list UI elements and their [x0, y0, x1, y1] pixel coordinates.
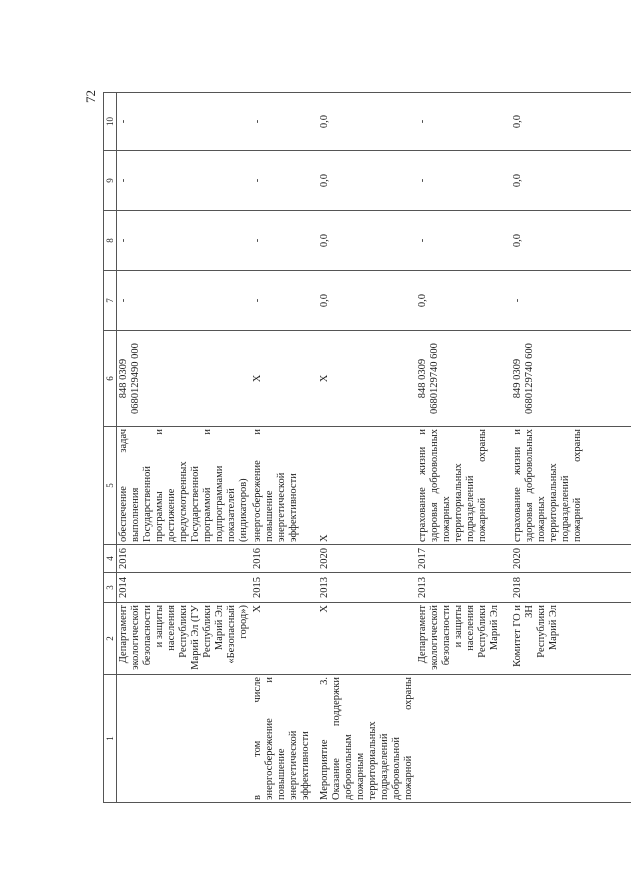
col2-cell — [511, 603, 631, 675]
cell-line: 0,0 — [512, 173, 523, 188]
cell-line: - — [252, 119, 263, 124]
table-row — [416, 93, 511, 803]
col2-cell — [251, 603, 318, 675]
cell-line: страхование жизни и — [417, 429, 428, 542]
cell-line: Департамент — [417, 605, 428, 664]
cell-line: Х — [319, 534, 330, 542]
cell-line: - — [512, 298, 523, 303]
cell-line: 0,0 — [319, 233, 330, 248]
cell-line: программы и — [154, 429, 165, 542]
cell-line: эффективности — [300, 731, 311, 800]
col8-cell — [251, 211, 318, 271]
col7-cell — [416, 271, 511, 331]
cell-line: Государственной — [142, 466, 153, 542]
header-cell: 9 — [104, 151, 117, 211]
cell-line: 0,0 — [512, 233, 523, 248]
col4-cell: 2017 — [416, 545, 511, 573]
col10-cell — [251, 93, 318, 151]
cell-line: пожарной охраны — [572, 429, 583, 542]
col7-cell — [251, 271, 318, 331]
col5-cell — [416, 427, 511, 545]
col8-cell — [416, 211, 511, 271]
col4-cell: 2020 — [318, 545, 416, 573]
col9-cell — [416, 151, 511, 211]
cell-line: Х — [319, 374, 330, 383]
table-row — [318, 93, 416, 803]
cell-line: энергетической — [276, 472, 287, 542]
cell-line: Республики — [536, 605, 547, 658]
cell-line: населения — [465, 605, 476, 651]
header-cell: 4 — [104, 545, 117, 573]
program-table — [103, 92, 631, 803]
cell-line: безопасности — [142, 605, 153, 666]
cell-line: подпрограммами — [214, 465, 225, 542]
cell-line: и защиты — [453, 605, 464, 648]
cell-line: Оказание поддержки добровольным — [331, 677, 354, 800]
cell-line: 0,0 — [319, 173, 330, 188]
cell-line: подразделений добровольной — [379, 733, 402, 800]
col1-cell — [251, 675, 318, 803]
col10-cell — [318, 93, 416, 151]
col7-cell — [511, 271, 631, 331]
cell-line: 848 0309 — [118, 358, 129, 399]
cell-line: «Безопасный — [226, 605, 237, 664]
cell-line: Государственной — [190, 466, 201, 542]
col2-cell — [416, 603, 511, 675]
col3-cell: 2013 — [416, 573, 511, 603]
cell-line: подразделений — [465, 475, 476, 542]
col1-cell — [318, 675, 416, 803]
cell-line: - — [252, 238, 263, 243]
col6-cell — [318, 331, 416, 427]
header-cell: 1 — [104, 675, 117, 803]
cell-line: достижение — [166, 488, 177, 542]
cell-line: экологической — [429, 605, 440, 670]
col3-cell: 2015 — [251, 573, 318, 603]
cell-line: пожарных — [441, 496, 452, 542]
col1-cell — [416, 675, 511, 803]
col3-cell: 2018 — [511, 573, 631, 603]
table-row — [511, 93, 631, 803]
cell-line: Х — [252, 374, 263, 383]
col5-cell — [511, 427, 631, 545]
cell-line: эффективности — [288, 473, 299, 542]
col6-cell — [251, 331, 318, 427]
col1-cell — [117, 675, 252, 803]
cell-line: подразделений — [560, 475, 571, 542]
col8-cell — [318, 211, 416, 271]
cell-line: - — [417, 238, 428, 243]
cell-line: Комитет ГО и ЗН — [512, 605, 535, 667]
col4-cell: 2020 — [511, 545, 631, 573]
cell-line: - — [118, 238, 129, 243]
header-cell: 6 — [104, 331, 117, 427]
cell-line: Марий Эл (ГУ — [190, 605, 201, 670]
cell-line: пожарной охраны — [477, 429, 488, 542]
cell-line: здоровья добровольных — [429, 429, 440, 542]
cell-line: - — [417, 119, 428, 124]
cell-line: Марий Эл — [548, 605, 559, 651]
cell-line: безопасности — [441, 605, 452, 666]
col9-cell — [318, 151, 416, 211]
cell-line: показателей — [226, 488, 237, 542]
col9-cell — [117, 151, 252, 211]
cell-line: - — [417, 178, 428, 183]
cell-line: город») — [238, 605, 249, 639]
cell-line: территориальных — [453, 463, 464, 542]
col4-cell: 2016 — [117, 545, 252, 573]
cell-line: Марий Эл — [214, 605, 225, 651]
cell-line: Департамент — [118, 605, 129, 664]
header-cell: 3 — [104, 573, 117, 603]
cell-line: повышение — [264, 490, 275, 542]
header-cell: 5 — [104, 427, 117, 545]
cell-line: и защиты — [154, 605, 165, 648]
cell-line: Х — [252, 605, 263, 613]
cell-line: 848 0309 — [417, 358, 428, 399]
table-header-row — [104, 93, 117, 803]
cell-line: в том числе энергосбережение и — [252, 677, 275, 800]
col6-cell — [511, 331, 631, 427]
cell-line: предусмотренных — [178, 461, 189, 542]
cell-line: Марий Эл — [489, 605, 500, 651]
rotated-content — [83, 90, 583, 803]
cell-line: 0680129490 000 — [130, 343, 141, 414]
col9-cell — [251, 151, 318, 211]
cell-line: - — [118, 178, 129, 183]
cell-line: 0680129740 600 — [524, 343, 535, 414]
cell-line: энергосбережение и — [252, 429, 263, 542]
col3-cell: 2014 — [117, 573, 252, 603]
cell-line: 0,0 — [417, 293, 428, 308]
cell-line: здоровья добровольных — [524, 429, 535, 542]
cell-line: - — [252, 298, 263, 303]
cell-line: населения — [166, 605, 177, 651]
cell-line: Мероприятие 3. — [319, 677, 330, 800]
header-cell: 7 — [104, 271, 117, 331]
cell-line: 0,0 — [319, 293, 330, 308]
cell-line: - — [118, 119, 129, 124]
page-number: 72 — [83, 90, 98, 103]
col8-cell — [117, 211, 252, 271]
cell-line: пожарных — [536, 496, 547, 542]
cell-line: обеспечение задач — [118, 429, 129, 542]
cell-line: 0,0 — [319, 114, 330, 129]
cell-line: - — [118, 298, 129, 303]
header-cell: 10 — [104, 93, 117, 151]
col10-cell — [511, 93, 631, 151]
col10-cell — [117, 93, 252, 151]
cell-line: пожарным территориальных — [355, 721, 378, 800]
table-row — [117, 93, 252, 803]
cell-line: - — [252, 178, 263, 183]
col1-cell — [511, 675, 631, 803]
cell-line: (индикаторов) — [238, 478, 249, 542]
col6-cell — [117, 331, 252, 427]
cell-line: 0680129740 600 — [429, 343, 440, 414]
cell-line: Республики — [202, 605, 213, 658]
col8-cell — [511, 211, 631, 271]
col5-cell — [251, 427, 318, 545]
cell-line: территориальных — [548, 463, 559, 542]
cell-line: экологической — [130, 605, 141, 670]
col6-cell — [416, 331, 511, 427]
col9-cell — [511, 151, 631, 211]
cell-line: страхование жизни и — [512, 429, 523, 542]
cell-line: 0,0 — [512, 114, 523, 129]
cell-line: Республики — [178, 605, 189, 658]
header-cell: 8 — [104, 211, 117, 271]
col2-cell — [318, 603, 416, 675]
cell-line: программой и — [202, 429, 213, 542]
col4-cell: 2016 — [251, 545, 318, 573]
col3-cell: 2013 — [318, 573, 416, 603]
cell-line: пожарной охраны — [403, 677, 414, 800]
cell-line: повышение энергетической — [276, 730, 299, 800]
cell-line: Х — [319, 605, 330, 613]
col7-cell — [117, 271, 252, 331]
header-cell: 2 — [104, 603, 117, 675]
col2-cell — [117, 603, 252, 675]
col5-cell — [117, 427, 252, 545]
table-row — [251, 93, 318, 803]
cell-line: Республики — [477, 605, 488, 658]
cell-line: выполнения — [130, 487, 141, 542]
col10-cell — [416, 93, 511, 151]
col5-cell — [318, 427, 416, 545]
col7-cell — [318, 271, 416, 331]
cell-line: 849 0309 — [512, 358, 523, 399]
